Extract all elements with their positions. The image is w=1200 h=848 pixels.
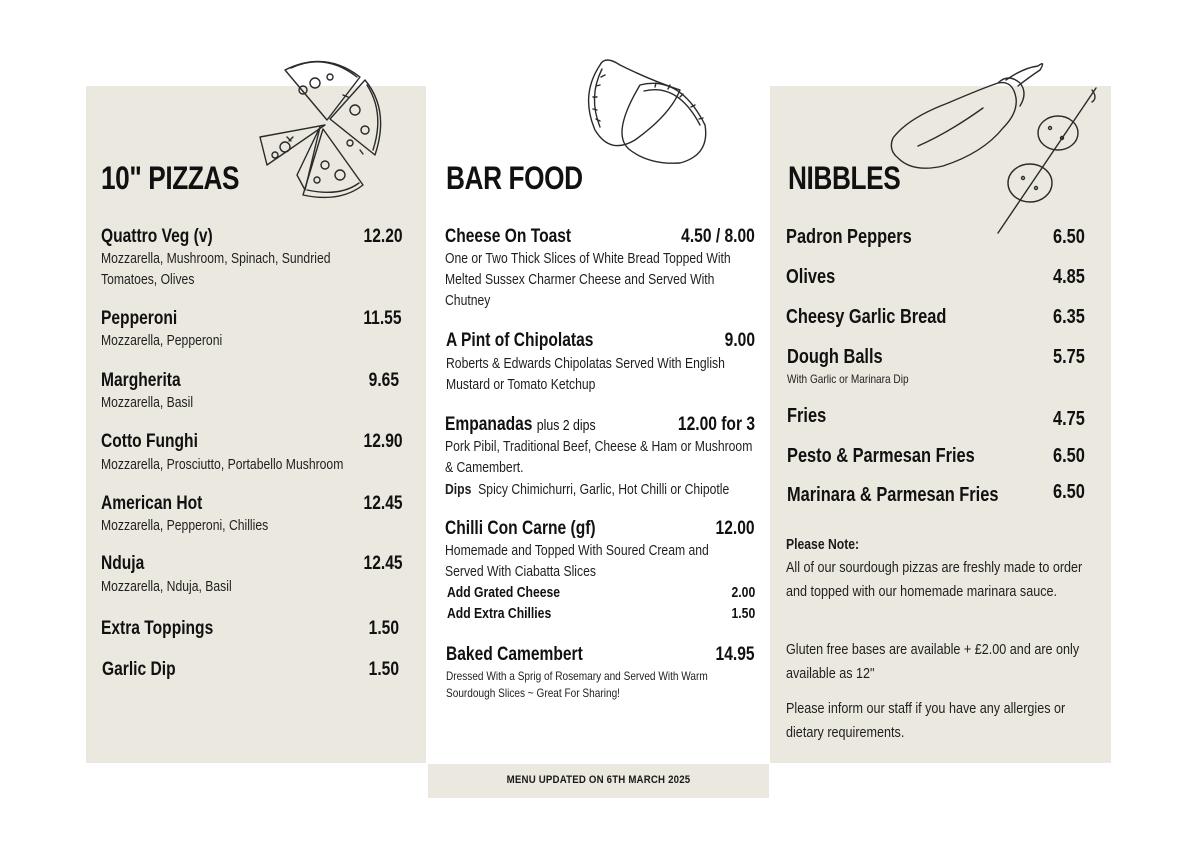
dips-text: Spicy Chimichurri, Garlic, Hot Chilli or Chipotle <box>478 482 730 498</box>
pizza-desc: Mozzarella, Pepperoni, Chillies <box>101 518 269 534</box>
pizza-price: 12.45 <box>364 493 403 514</box>
pizza-name: Pepperoni <box>101 308 178 329</box>
bar-item-desc: Pork Pibil, Traditional Beef, Cheese & Ham or Mushroom & Camembert. <box>445 439 753 476</box>
nibbles-heading: NIBBLES <box>788 160 901 196</box>
nibble-name: Olives <box>786 266 836 288</box>
pizza-desc: Mozzarella, Nduja, Basil <box>101 579 232 595</box>
nibble-price: 6.50 <box>1053 445 1085 467</box>
bar-item-name <box>445 414 596 436</box>
pizza-extra-name: Garlic Dip <box>102 659 176 680</box>
nibble-desc: With Garlic or Marinara Dip <box>787 372 909 386</box>
empanada-icon <box>560 55 715 170</box>
nibble-price: 6.50 <box>1053 481 1085 503</box>
pizzas-heading: 10" PIZZAS <box>101 160 240 196</box>
pizza-desc: Mozzarella, Pepperoni <box>101 333 223 349</box>
bar-item-price: 14.95 <box>716 644 755 665</box>
pizza-name: Margherita <box>101 370 181 391</box>
bar-item-desc: One or Two Thick Slices of White Bread Topped With Melted Sussex Charmer Cheese and Served With Chutney <box>445 251 731 309</box>
nibble-name: Marinara & Parmesan Fries <box>787 484 999 506</box>
pizza-price: 9.65 <box>368 370 399 391</box>
pizza-price: 11.55 <box>362 308 401 329</box>
pizza-name: Quattro Veg (v) <box>101 226 213 247</box>
skewer-icon <box>988 88 1098 236</box>
note-paragraph: Gluten free bases are available + £2.00 and are only available as 12" <box>786 641 1080 682</box>
pizza-price: 12.20 <box>364 226 403 247</box>
bar-item-name: Cheese On Toast <box>445 226 572 247</box>
addon-price: 1.50 <box>731 606 755 622</box>
bar-item-name: Chilli Con Carne (gf) <box>445 518 596 539</box>
nibble-name: Cheesy Garlic Bread <box>786 306 947 328</box>
nibble-name: Pesto & Parmesan Fries <box>787 445 975 467</box>
menu-updated-note: MENU UPDATED ON 6TH MARCH 2025 <box>506 774 691 786</box>
note-paragraph: Please inform our staff if you have any allergies or dietary requirements. <box>786 700 1066 741</box>
bar-item-price: 9.00 <box>724 330 755 351</box>
pizza-icon <box>255 55 395 200</box>
pizza-name: Nduja <box>101 553 145 574</box>
nibble-name: Padron Peppers <box>786 226 912 248</box>
pizza-extra-price: 1.50 <box>368 659 399 680</box>
pizza-desc: Mozzarella, Mushroom, Spinach, Sundried Tomatoes, Olives <box>101 251 331 288</box>
nibble-price: 4.75 <box>1053 408 1085 430</box>
pizza-desc: Mozzarella, Basil <box>101 395 194 411</box>
nibble-price: 6.35 <box>1053 306 1085 328</box>
nibble-price: 6.50 <box>1053 226 1085 248</box>
please-note-title: Please Note: <box>786 537 860 553</box>
footer-band <box>428 764 769 798</box>
addon-price: 2.00 <box>731 585 755 601</box>
pizza-extra-price: 1.50 <box>368 618 399 639</box>
bar-item-desc: Dressed With a Sprig of Rosemary and Served With Warm Sourdough Slices ~ Great For Sharing! <box>446 669 708 700</box>
nibble-name: Dough Balls <box>787 346 883 368</box>
pizza-name: American Hot <box>101 493 203 514</box>
bar-item-desc: Homemade and Topped With Soured Cream and Served With Ciabatta Slices <box>445 543 709 580</box>
pizza-name: Cotto Funghi <box>101 431 198 452</box>
empanadas-dips <box>445 480 764 501</box>
bar-item-price: 12.00 for 3 <box>677 414 755 435</box>
empanadas-subtitle: plus 2 dips <box>536 417 596 434</box>
bar-item-name: Baked Camembert <box>446 644 583 665</box>
note-paragraph: All of our sourdough pizzas are freshly made to order and topped with our homemade marinara sauce. <box>786 559 1083 600</box>
bar-item-price: 4.50 / 8.00 <box>681 226 755 247</box>
pizza-price: 12.45 <box>364 553 403 574</box>
bar-item-price: 12.00 <box>716 518 755 539</box>
empanadas-name: Empanadas <box>445 414 533 435</box>
dips-label: Dips <box>445 482 472 498</box>
pizza-extra-name: Extra Toppings <box>101 618 214 639</box>
bar-food-heading: BAR FOOD <box>446 160 583 196</box>
nibble-price: 4.85 <box>1053 266 1085 288</box>
addon-name: Add Extra Chillies <box>447 606 552 622</box>
nibble-name: Fries <box>787 405 827 427</box>
nibble-price: 5.75 <box>1053 346 1085 368</box>
bar-item-name: A Pint of Chipolatas <box>446 330 594 351</box>
pizza-desc: Mozzarella, Prosciutto, Portabello Mushroom <box>101 457 344 473</box>
bar-item-desc: Roberts & Edwards Chipolatas Served With English Mustard or Tomato Ketchup <box>446 356 725 393</box>
pizza-price: 12.90 <box>364 431 403 452</box>
addon-name: Add Grated Cheese <box>447 585 561 601</box>
